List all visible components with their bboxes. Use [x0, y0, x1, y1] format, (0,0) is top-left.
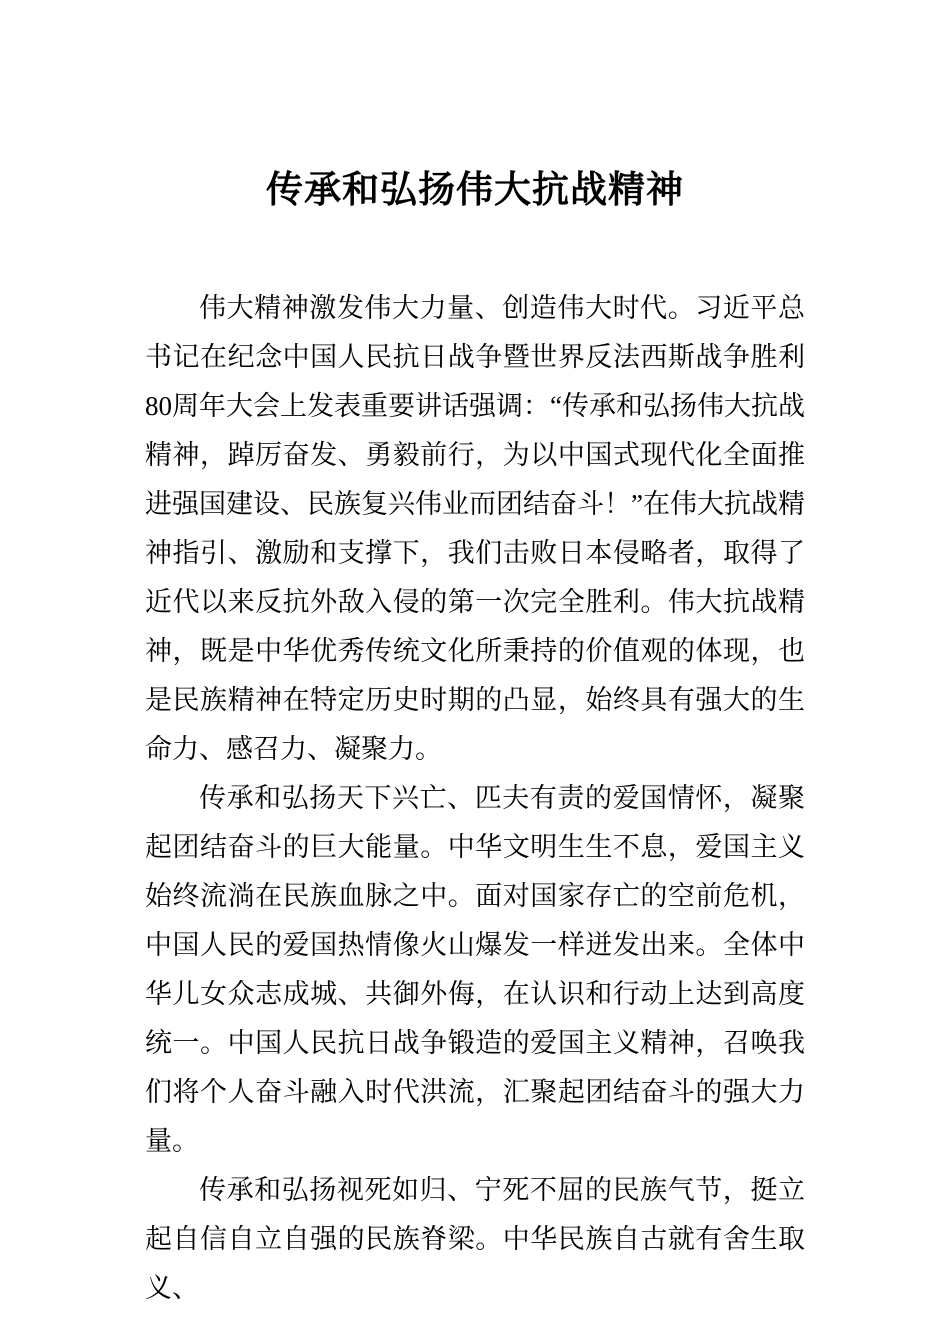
paragraph: 传承和弘扬天下兴亡、匹夫有责的爱国情怀，凝聚起团结奋斗的巨大能量。中华文明生生不息，爱国主义始终流淌在民族血脉之中。面对国家存亡的空前危机，中国人民的爱国热情像火山爆发一样迸发出来。全体中华儿女众志成城、共御外侮，在认识和行动上达到高度统一。中国人民抗日战争锻造的爱国主义精神，召唤我们将个人奋斗融入时代洪流，汇聚起团结奋斗的强大力量。 [145, 783, 805, 1156]
paragraph: 伟大精神激发伟大力量、创造伟大时代。习近平总书记在纪念中国人民抗日战争暨世界反法西斯战争胜利80周年大会上发表重要讲话强调：“传承和弘扬伟大抗战精神，踔厉奋发、勇毅前行，为以中国式现代化全面推进强国建设、民族复兴伟业而团结奋斗！”在伟大抗战精神指引、激励和支撑下，我们击败日本侵略者，取得了近代以来反抗外敌入侵的第一次完全胜利。伟大抗战精神，既是中华优秀传统文化所秉持的价值观的体现，也是民族精神在特定历史时期的凸显，始终具有强大的生命力、感召力、凝聚力。 [145, 293, 805, 764]
document-body [145, 284, 805, 1313]
paragraph: 传承和弘扬视死如归、宁死不屈的民族气节，挺立起自信自立自强的民族脊梁。中华民族自古就有舍生取义、 [145, 1175, 805, 1303]
document-title: 传承和弘扬伟大抗战精神 [266, 170, 684, 211]
